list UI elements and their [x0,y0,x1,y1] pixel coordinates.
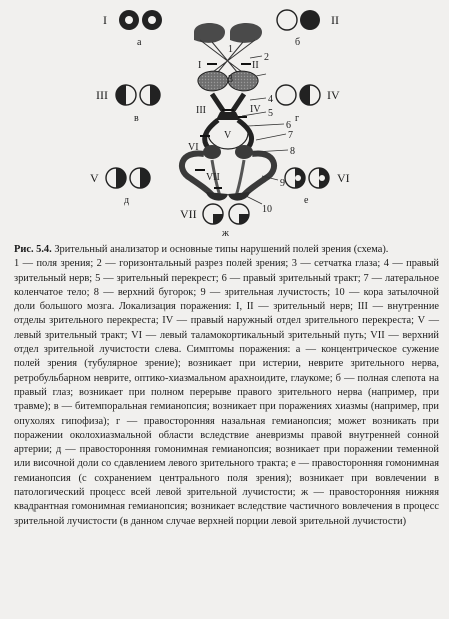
roman-label-7: VII [180,207,197,221]
figure-caption [14,243,439,529]
caption-body: 1 — поля зрения; 2 — горизонтальный разрез полей зрения; 3 — сетчатка глаза; 4 — правый зрительный нерв; 5 — зрительный перекрест; 6 — правый зрительный тракт; 7 — латеральное коленчатое тело; 8 — верхний бугорок; 9 — зрительная лучистость; 10 — кора затылочной доли большого мозга. Локализация поражения: I, II — зрительный нерв; III — внутренние отделы зрительного перекреста; IV — правый наружный отдел зрительного перекреста; V — левый зрительный тракт; VI — левый таламокортикальный зрительный путь; VII — верхний отдел зрительной лучистости слева. Симптомы поражения: а — концентрическое сужение полей зрения (тубулярное зрение); возникает при истерии, неврите зрительного нерва, ретробульбарном неврите, оптико-хиазмальном арахноидите, глаукоме; б — полная слепота на правый глаз; возникает при полном перерыве правого зрительного нерва (например, при травме); в — битемпоральная гемианопсия; возникает при поражениях хиазмы (например, при опухолях гипофиза); г — правосторонняя назальная гемианопсия; может возникать при поражении околохиазмальной области вследствие аневризмы правой внутренней сонной артерии; д — правосторонняя гомонимная гемианопсия; возникает при поражении теменной или височной доли со сдавлением левого зрительного тракта; е — правосторонняя гомонимная гемианопсия (с сохранением центрального поля зрения); возникает при вовлечении в патологический процесс всей левой зрительной лучистости; ж — правосторонняя нижняя квадрантная гомонимная гемианопсия; возникает вследствие частичного вовлечения в процесс зрительной лучистости (в данном случае верхней порции левой зрительной лучистости) [14,258,439,527]
field-pair-b [277,10,320,30]
field-pair-e [285,168,329,188]
num-9: 9 [280,178,285,189]
num-8: 8 [290,146,295,157]
inner-roman-1: I [198,60,202,71]
inner-roman-7: VII [206,172,220,183]
num-10: 10 [262,204,272,215]
letter-g: г [295,113,300,124]
num-6: 6 [286,120,291,131]
caption-title: Зрительный анализатор и основные типы нарушений полей зрения (схема). [54,244,389,255]
field-pair-zh [203,204,249,224]
caption-label: Рис. 5.4. [14,244,52,255]
letter-b: б [295,37,301,48]
roman-label-4: IV [327,88,340,102]
field-pair-v [116,85,160,105]
letter-e: е [304,195,309,206]
num-2: 2 [264,52,269,63]
field-pair-g [276,85,320,105]
roman-label-2: II [331,13,339,27]
inner-roman-4: IV [250,104,261,115]
visual-pathway-figure [0,0,449,238]
field-pair-a [119,10,162,30]
inner-roman-6: VI [188,142,199,153]
num-5: 5 [268,108,273,119]
roman-label-6: VI [337,171,350,185]
letter-v: в [134,113,139,124]
roman-label-1: I [103,13,107,27]
letter-d: д [124,195,130,206]
inner-roman-3: III [196,105,206,116]
letter-zh: ж [222,228,229,238]
num-3: 3 [228,74,233,85]
field-pair-d [106,168,150,188]
num-4: 4 [268,94,273,105]
roman-label-3: III [96,88,108,102]
roman-label-5: V [90,171,99,185]
num-1: 1 [228,44,233,55]
num-7: 7 [288,130,293,141]
letter-a: а [137,37,142,48]
inner-roman-5: V [224,130,232,141]
inner-roman-2: II [252,60,259,71]
